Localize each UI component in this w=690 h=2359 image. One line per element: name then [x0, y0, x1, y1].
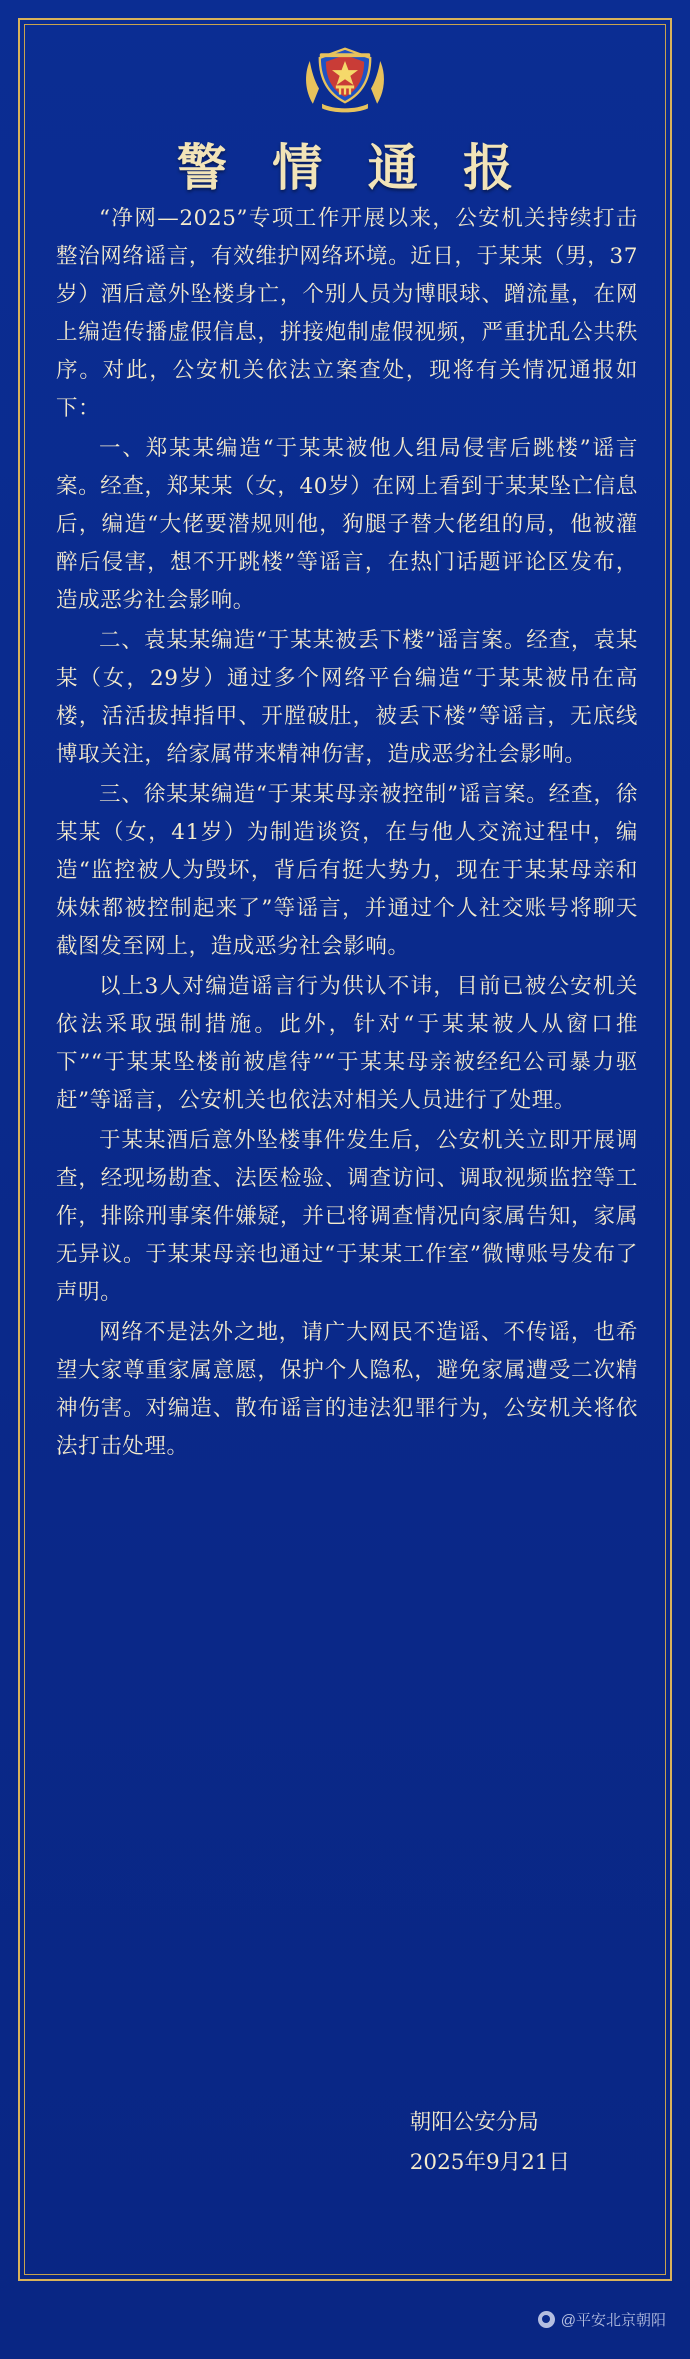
signature-date: 2025年9月21日: [409, 2150, 570, 2175]
paragraph-closing: 网络不是法外之地，请广大网民不造谣、不传谣，也希望大家尊重家属意愿，保护个人隐私，避免家属遭受二次精神伤害。对编造、散布谣言的违法犯罪行为，公安机关将依法打击处理。: [56, 1320, 638, 1459]
source-credit[interactable]: [538, 2309, 666, 2330]
announcement-body: [56, 200, 638, 1468]
paragraph-intro: “净网—2025”专项工作开展以来，公安机关持续打击整治网络谣言，有效维护网络环境。近日，于某某（男，37岁）酒后意外坠楼身亡，个别人员为博眼球、蹭流量，在网上编造传播虚假信息，拼接炮制虚假视频，严重扰乱公共秩序。对此，公安机关依法立案查处，现将有关情况通报如下：: [56, 206, 638, 421]
police-emblem: [299, 38, 391, 116]
emblem-container: [0, 38, 690, 116]
source-credit-label: @平安北京朝阳: [560, 2311, 666, 2329]
weibo-eye-icon: [538, 2311, 555, 2328]
signature-block: [410, 2103, 570, 2183]
paragraph-measures: 以上3人对编造谣言行为供认不讳，目前已被公安机关依法采取强制措施。此外，针对“于某某被人从窗口推下”“于某某坠楼前被虐待”“于某某母亲被经纪公司暴力驱赶”等谣言，公安机关也依法对相关人员进行了处理。: [56, 974, 638, 1113]
paragraph-investigation: 于某某酒后意外坠楼事件发生后，公安机关立即开展调查，经现场勘查、法医检验、调查访问、调取视频监控等工作，排除刑事案件嫌疑，并已将调查情况向家属告知，家属无异议。于某某母亲也通过“于某某工作室”微博账号发布了声明。: [56, 1128, 638, 1305]
footer-bar: [0, 2297, 690, 2341]
page-title: 警 情 通 报: [176, 138, 528, 197]
signature-issuer: 朝阳公安分局: [409, 2110, 539, 2135]
paragraph-case-three: 三、徐某某编造“于某某母亲被控制”谣言案。经查，徐某某（女，41岁）为制造谈资，在与他人交流过程中，编造“监控被人为毁坏，背后有挺大势力，现在于某某母亲和妹妹都被控制起来了”等谣言，并通过个人社交账号将聊天截图发至网上，造成恶劣社会影响。: [56, 782, 638, 959]
paragraph-case-one: 一、郑某某编造“于某某被他人组局侵害后跳楼”谣言案。经查，郑某某（女，40岁）在网上看到于某某坠亡信息后，编造“大佬要潜规则他，狗腿子替大佬组的局，他被灌醉后侵害，想不开跳楼”等谣言，在热门话题评论区发布，造成恶劣社会影响。: [56, 436, 638, 613]
page-title-container: [0, 128, 690, 200]
paragraph-case-two: 二、袁某某编造“于某某被丢下楼”谣言案。经查，袁某某（女，29岁）通过多个网络平台编造“于某某被吊在高楼，活活拔掉指甲、开膛破肚，被丢下楼”等谣言，无底线博取关注，给家属带来精神伤害，造成恶劣社会影响。: [56, 628, 638, 767]
